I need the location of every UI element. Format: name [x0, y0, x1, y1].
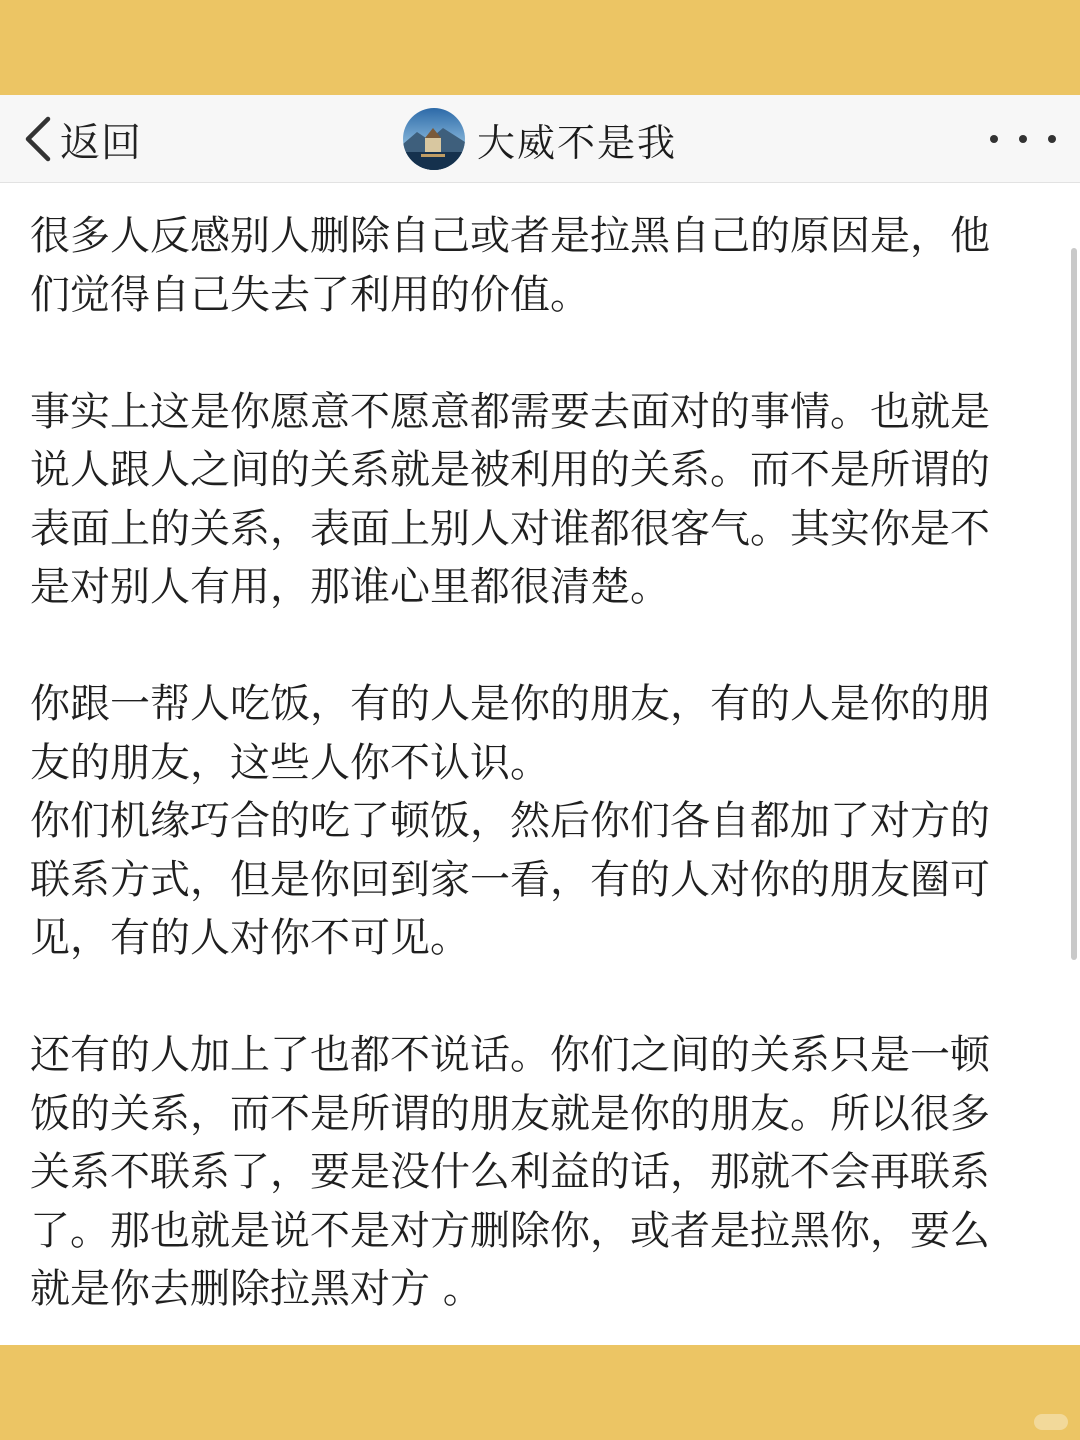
more-dots-icon — [1048, 135, 1056, 143]
account-name: 大威不是我 — [477, 120, 678, 165]
paragraph-spacer — [30, 617, 1030, 676]
top-decorative-band — [0, 0, 1080, 95]
watermark — [1034, 1414, 1068, 1430]
more-dots-icon — [990, 135, 998, 143]
paragraph: 还有的人加上了也都不说话。你们之间的关系只是一顿 饭的关系，而不是所谓的朋友就是你的朋友。所以很多 关系不联系了，要是没什么利益的话，那就不会再联系 了。那也就是说不是对方删除你，或者是拉黑你，要么 就是你去删除拉黑对方 。 — [30, 1032, 990, 1312]
account-header[interactable] — [403, 95, 677, 183]
back-label: 返回 — [60, 119, 142, 166]
more-dots-icon — [1019, 135, 1027, 143]
paragraph-spacer — [30, 324, 1030, 383]
back-button[interactable] — [22, 95, 142, 183]
avatar[interactable] — [403, 108, 465, 170]
article-body — [30, 207, 1030, 1319]
paragraph: 很多人反感别人删除自己或者是拉黑自己的原因是，他 们觉得自己失去了利用的价值。 — [30, 213, 990, 318]
paragraph-spacer — [30, 968, 1030, 1027]
paragraph: 事实上这是你愿意不愿意都需要去面对的事情。也就是 说人跟人之间的关系就是被利用的关系。而不是所谓的 表面上的关系，表面上别人对谁都很客气。其实你是不 是对别人有用，那谁心里都很清楚。 — [30, 388, 990, 610]
more-options-button[interactable] — [990, 95, 1056, 183]
navigation-bar — [0, 95, 1080, 183]
bottom-decorative-band — [0, 1345, 1080, 1440]
paragraph: 你跟一帮人吃饭，有的人是你的朋友，有的人是你的朋 友的朋友，这些人你不认识。 你们机缘巧合的吃了顿饭，然后你们各自都加了对方的 联系方式，但是你回到家一看，有的人对你的朋友圈可 见，有的人对你不可见。 — [30, 681, 990, 961]
chevron-left-icon — [22, 115, 56, 163]
scrollbar[interactable] — [1071, 248, 1077, 960]
